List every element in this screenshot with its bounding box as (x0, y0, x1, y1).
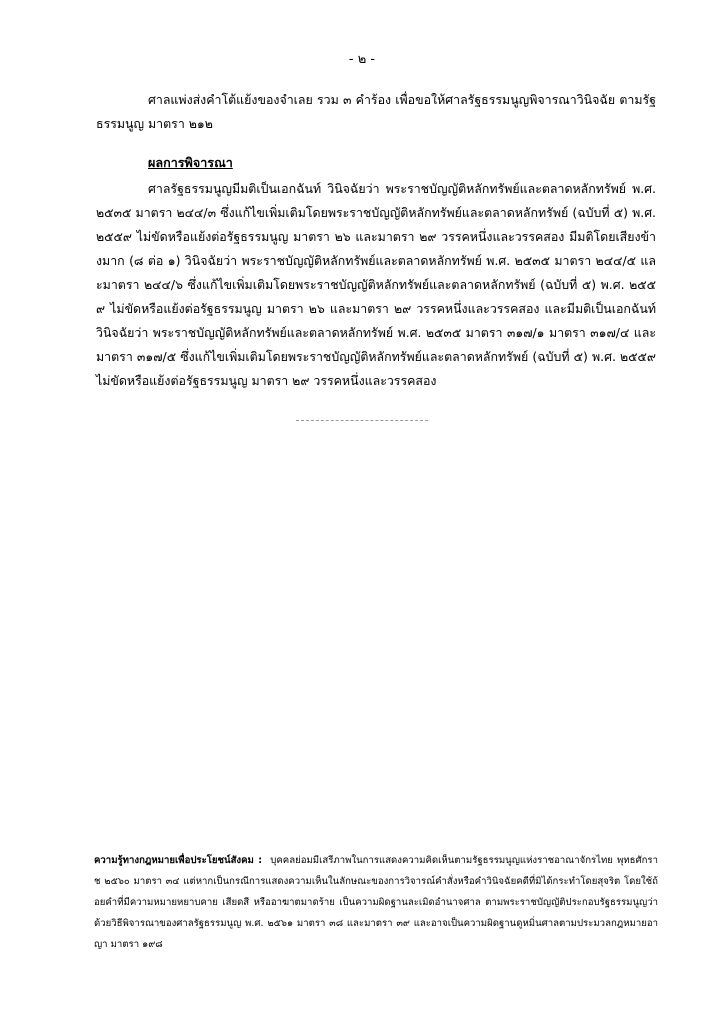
result-paragraph (96, 177, 656, 393)
footnote-text: บุคคลย่อมมีเสรีภาพในการแสดงความคิดเห็นตามรัฐธรรมนูญแห่งราชอาณาจักรไทย พุทธศักราช ๒๕๖๐ มาตรา ๓๔ แต่หากเป็นกรณีการแสดงความเห็นในลักษณะของการวิจารณ์คำสั่งหรือคำวินิจฉัยคดีที่มิได้กระทำโดยสุจริต โดยใช้ถ้อยคำที่มีความหมายหยาบคาย เสียดสี หรืออาฆาตมาดร้าย เป็นความผิดฐานละเมิดอำนาจศาล ตามพระราชบัญญัติประกอบรัฐธรรมนูญว่าด้วยวิธีพิจารณาของศาลรัฐธรรมนูญ พ.ศ. ๒๕๖๑ มาตรา ๓๘ และมาตรา ๓๙ และอาจเป็นความผิดฐานดูหมิ่นศาลตามประมวลกฎหมายอาญา มาตรา ๑๙๘ (94, 855, 658, 950)
intro-paragraph (96, 88, 656, 136)
footnote-label: ความรู้ทางกฎหมายเพื่อประโยชน์สังคม : (94, 855, 263, 866)
section-divider (296, 420, 428, 421)
page-number: - ๒ - (348, 52, 376, 67)
legal-knowledge-footnote (94, 850, 658, 955)
intro-text: ศาลแพ่งส่งคำโต้แย้งของจำเลย รวม ๓ คำร้อง เพื่อขอให้ศาลรัฐธรรมนูญพิจารณาวินิจฉัย ตามรัฐธรรมนูญ มาตรา ๒๑๒ (96, 92, 656, 131)
result-heading: ผลการพิจารณา (148, 155, 233, 170)
result-text: ศาลรัฐธรรมนูญมีมติเป็นเอกฉันท์ วินิจฉัยว่า พระราชบัญญัติหลักทรัพย์และตลาดหลักทรัพย์ พ.ศ. ๒๕๓๕ มาตรา ๒๔๔/๓ ซึ่งแก้ไขเพิ่มเติมโดยพระราชบัญญัติหลักทรัพย์และตลาดหลักทรัพย์ (ฉบับที่ ๕) พ.ศ. ๒๕๕๙ ไม่ขัดหรือแย้งต่อรัฐธรรมนูญ มาตรา ๒๖ และมาตรา ๒๙ วรรคหนึ่งและวรรคสอง มีมติโดยเสียงข้างมาก (๘ ต่อ ๑) วินิจฉัยว่า พระราชบัญญัติหลักทรัพย์และตลาดหลักทรัพย์ พ.ศ. ๒๕๓๕ มาตรา ๒๔๔/๕ และมาตรา ๒๔๔/๖ ซึ่งแก้ไขเพิ่มเติมโดยพระราชบัญญัติหลักทรัพย์และตลาดหลักทรัพย์ (ฉบับที่ ๕) พ.ศ. ๒๕๕๙ ไม่ขัดหรือแย้งต่อรัฐธรรมนูญ มาตรา ๒๖ และมาตรา ๒๙ วรรคหนึ่งและวรรคสอง และมีมติเป็นเอกฉันท์ วินิจฉัยว่า พระราชบัญญัติหลักทรัพย์และตลาดหลักทรัพย์ พ.ศ. ๒๕๓๕ มาตรา ๓๑๗/๑ มาตรา ๓๑๗/๔ และมาตรา ๓๑๗/๕ ซึ่งแก้ไขเพิ่มเติมโดยพระราชบัญญัติหลักทรัพย์และตลาดหลักทรัพย์ (ฉบับที่ ๕) พ.ศ. ๒๕๕๙ ไม่ขัดหรือแย้งต่อรัฐธรรมนูญ มาตรา ๒๙ วรรคหนึ่งและวรรคสอง (96, 181, 656, 388)
